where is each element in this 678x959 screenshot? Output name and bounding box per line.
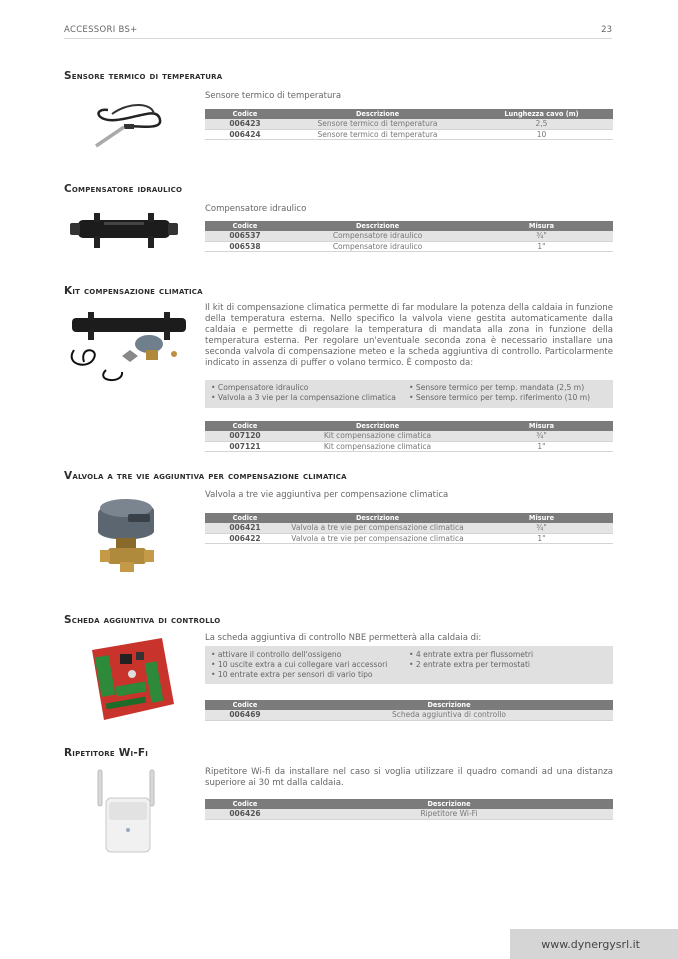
table-row <box>205 809 613 819</box>
footer-bar <box>510 929 678 959</box>
cell-size: 2,5 <box>470 119 613 129</box>
col-header-codice: Codice <box>205 109 285 119</box>
cell-desc: Valvola a tre vie per compensazione climatica <box>285 533 470 544</box>
valvola-subtitle: Valvola a tre vie aggiuntiva per compensazione climatica <box>205 490 449 500</box>
website-link[interactable]: www.dynergysrl.it <box>541 938 640 951</box>
wifi-description: Ripetitore Wi-fi da installare nel caso si voglia utilizzare il quadro comandi ad una distanza superiore ai 30 mt dalla caldaia. <box>205 767 613 788</box>
table-row <box>205 431 613 441</box>
table-header-row <box>205 799 613 809</box>
compensatore-table <box>205 221 613 252</box>
cell-desc: Ripetitore Wi-Fi <box>285 809 613 819</box>
sensore-subtitle: Sensore termico di temperatura <box>205 91 342 101</box>
col-header-codice: Codice <box>205 421 285 431</box>
col-header-codice: Codice <box>205 799 285 809</box>
kit-table <box>205 421 613 452</box>
section-title-kit: Kit compensazione climatica <box>64 285 203 297</box>
col-header-misura: Misura <box>470 421 613 431</box>
cell-size: ¾" <box>470 431 613 441</box>
col-header-lunghezza: Lunghezza cavo (m) <box>470 109 613 119</box>
list-item: • 4 entrate extra per flussometri <box>409 650 607 660</box>
cell-size: 10 <box>470 129 613 140</box>
table-row <box>205 523 613 533</box>
cell-code: 006421 <box>205 523 285 533</box>
list-item: • attivare il controllo dell'ossigeno <box>211 650 409 660</box>
cell-desc: Kit compensazione climatica <box>285 441 470 452</box>
control-board-image <box>86 634 178 724</box>
header-divider <box>64 38 612 39</box>
table-header-row <box>205 700 613 710</box>
table-header-row <box>205 109 613 119</box>
cell-code: 006424 <box>205 129 285 140</box>
table-header-row <box>205 513 613 523</box>
section-title-sensore: Sensore termico di temperatura <box>64 70 223 82</box>
kit-components-left <box>211 383 409 403</box>
scheda-features-left <box>211 650 409 680</box>
table-header-row <box>205 421 613 431</box>
table-row <box>205 119 613 129</box>
scheda-features-box <box>205 646 613 684</box>
col-header-codice: Codice <box>205 221 285 231</box>
col-header-codice: Codice <box>205 513 285 523</box>
cell-code: 007121 <box>205 441 285 452</box>
cell-code: 006537 <box>205 231 285 241</box>
col-header-descrizione: Descrizione <box>285 513 470 523</box>
compensator-image <box>64 208 182 258</box>
kit-image <box>64 310 194 386</box>
list-item: • Valvola a 3 vie per la compensazione climatica <box>211 393 409 403</box>
cell-code: 007120 <box>205 431 285 441</box>
col-header-descrizione: Descrizione <box>285 221 470 231</box>
cell-code: 006423 <box>205 119 285 129</box>
list-item: • 10 entrate extra per sensori di vario tipo <box>211 670 409 680</box>
page-number: 23 <box>601 25 612 35</box>
list-item: • 10 uscite extra a cui collegare vari accessori <box>211 660 409 670</box>
cell-size: 1" <box>470 533 613 544</box>
cell-size: 1" <box>470 241 613 252</box>
cell-desc: Scheda aggiuntiva di controllo <box>285 710 613 720</box>
col-header-descrizione: Descrizione <box>285 799 613 809</box>
section-title-compensatore: Compensatore idraulico <box>64 183 183 195</box>
cell-desc: Compensatore idraulico <box>285 231 470 241</box>
col-header-descrizione: Descrizione <box>285 700 613 710</box>
cell-size: ¾" <box>470 523 613 533</box>
section-title-scheda: Scheda aggiuntiva di controllo <box>64 614 221 626</box>
cell-size: 1" <box>470 441 613 452</box>
table-row <box>205 710 613 720</box>
compensatore-subtitle: Compensatore idraulico <box>205 204 307 214</box>
cell-code: 006469 <box>205 710 285 720</box>
scheda-table <box>205 700 613 721</box>
cell-code: 006426 <box>205 809 285 819</box>
table-header-row <box>205 221 613 231</box>
table-row <box>205 129 613 140</box>
kit-components-right <box>409 383 607 403</box>
table-row <box>205 441 613 452</box>
section-title-wifi: Ripetitore Wi-Fi <box>64 747 149 759</box>
running-header: ACCESSORI BS+ <box>64 25 138 35</box>
cell-desc: Sensore termico di temperatura <box>285 129 470 140</box>
list-item: • Sensore termico per temp. riferimento (10 m) <box>409 393 607 403</box>
kit-description: Il kit di compensazione climatica permette di far modulare la potenza della caldaia in funzione della temperatura esterna. Nello specifico la valvola viene gestita automaticamente dalla caldaia e permette di regolare la temperatura di mandata alla zona in funzione della temperatura esterna. Per regolare un'eventuale seconda zona è necessario installare una seconda valvola di compensazione meteo e la scheda aggiuntiva di controllo. Particolarmente indicato in assenza di puffer o volano termico. È composto da: <box>205 303 613 368</box>
section-title-valvola: Valvola a tre vie aggiuntiva per compensazione climatica <box>64 470 347 482</box>
col-header-descrizione: Descrizione <box>285 109 470 119</box>
sensor-image <box>88 96 178 150</box>
table-row <box>205 231 613 241</box>
list-item: • 2 entrate extra per termostati <box>409 660 607 670</box>
cell-size: ¾" <box>470 231 613 241</box>
scheda-features-right <box>409 650 607 680</box>
col-header-misure: Misure <box>470 513 613 523</box>
cell-desc: Kit compensazione climatica <box>285 431 470 441</box>
cell-code: 006538 <box>205 241 285 252</box>
list-item: • Sensore termico per temp. mandata (2,5 m) <box>409 383 607 393</box>
kit-components-box <box>205 380 613 408</box>
cell-code: 006422 <box>205 533 285 544</box>
valvola-table <box>205 513 613 544</box>
scheda-subtitle: La scheda aggiuntiva di controllo NBE permetterà alla caldaia di: <box>205 633 482 643</box>
wifi-repeater-image <box>96 768 160 856</box>
valve-image <box>88 492 166 576</box>
wifi-table <box>205 799 613 820</box>
sensore-table <box>205 109 613 140</box>
list-item: • Compensatore idraulico <box>211 383 409 393</box>
col-header-misura: Misura <box>470 221 613 231</box>
cell-desc: Compensatore idraulico <box>285 241 470 252</box>
cell-desc: Valvola a tre vie per compensazione climatica <box>285 523 470 533</box>
table-row <box>205 533 613 544</box>
col-header-descrizione: Descrizione <box>285 421 470 431</box>
table-row <box>205 241 613 252</box>
cell-desc: Sensore termico di temperatura <box>285 119 470 129</box>
col-header-codice: Codice <box>205 700 285 710</box>
